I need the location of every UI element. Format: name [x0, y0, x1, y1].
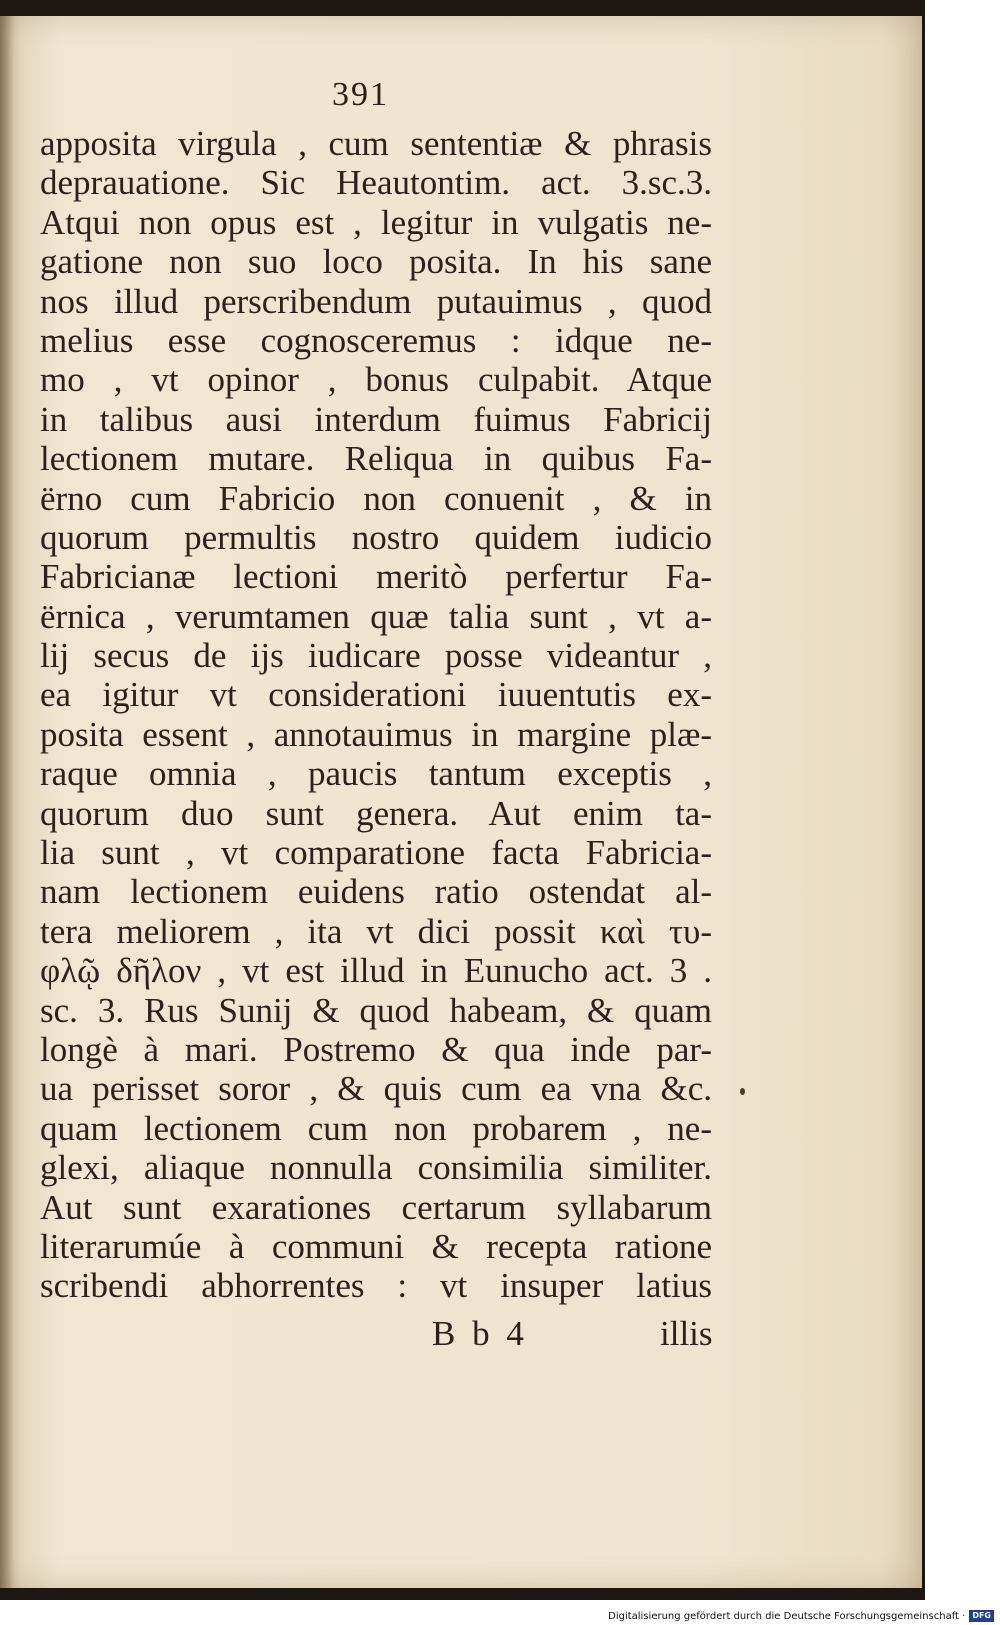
ink-speck — [740, 1088, 745, 1095]
text-line: lectionem mutare. Reliqua in quibus Fa- — [40, 439, 712, 479]
text-line: tera meliorem , ita vt dici possit καὶ τυ- — [40, 911, 712, 951]
dfg-logo-icon: DFG — [969, 1610, 994, 1622]
text-line: mo , vt opinor , bonus culpabit. Atque — [40, 360, 712, 400]
text-line: φλῷ δῆλον , vt est illud in Eunucho act. 3 . — [40, 951, 712, 991]
text-line: posita essent , annotauimus in margine plæ- — [40, 714, 712, 754]
text-line: ërno cum Fabricio non conuenit , & in — [40, 478, 712, 518]
text-line: ea igitur vt considerationi iuuentutis ex- — [40, 675, 712, 715]
text-line: lij secus de ijs iudicare posse videantur , — [40, 636, 712, 676]
text-line: Aut sunt exarationes certarum syllabarum — [40, 1187, 712, 1227]
text-line: gatione non suo loco posita. In his sane — [40, 242, 712, 282]
digitization-credit — [608, 1610, 994, 1622]
text-line: melius esse cognosceremus : idque ne- — [40, 320, 712, 360]
text-line: scribendi abhorrentes : vt insuper latius — [40, 1266, 712, 1306]
text-line: Fabricianæ lectioni meritò perfertur Fa- — [40, 557, 712, 597]
text-line: Atqui non opus est , legitur in vulgatis ne- — [40, 202, 712, 242]
text-line: ërnica , verumtamen quæ talia sunt , vt a- — [40, 596, 712, 636]
text-line: sc. 3. Rus Sunij & quod habeam, & quam — [40, 990, 712, 1030]
text-line: nam lectionem euidens ratio ostendat al- — [40, 872, 712, 912]
text-line: raque omnia , paucis tantum exceptis , — [40, 754, 712, 794]
text-line: in talibus ausi interdum fuimus Fabricij — [40, 399, 712, 439]
text-line: deprauatione. Sic Heautontim. act. 3.sc.3. — [40, 163, 712, 203]
text-line: quorum permultis nostro quidem iudicio — [40, 517, 712, 557]
text-line: quorum duo sunt genera. Aut enim ta- — [40, 793, 712, 833]
text-line: ua perisset soror , & quis cum ea vna &c. — [40, 1069, 712, 1109]
gutter-shadow — [0, 16, 14, 1588]
body-text — [40, 124, 712, 1306]
text-line: nos illud perscribendum putauimus , quod — [40, 281, 712, 321]
signature-mark: B b 4 — [432, 1314, 528, 1353]
text-line: longè à mari. Postremo & qua inde par- — [40, 1029, 712, 1069]
text-line: literarumúe à communi & recepta ratione — [40, 1226, 712, 1266]
text-line: glexi, aliaque nonnulla consimilia similiter. — [40, 1148, 712, 1188]
page-number: 391 — [332, 76, 389, 113]
text-line: quam lectionem cum non probarem , ne- — [40, 1108, 712, 1148]
catchword: illis — [660, 1314, 713, 1353]
credit-text: Digitalisierung gefördert durch die Deutsche Forschungsgemeinschaft · — [608, 1610, 966, 1622]
text-line: lia sunt , vt comparatione facta Fabricia- — [40, 833, 712, 873]
text-line: apposita virgula , cum sententiæ & phrasis — [40, 124, 712, 163]
